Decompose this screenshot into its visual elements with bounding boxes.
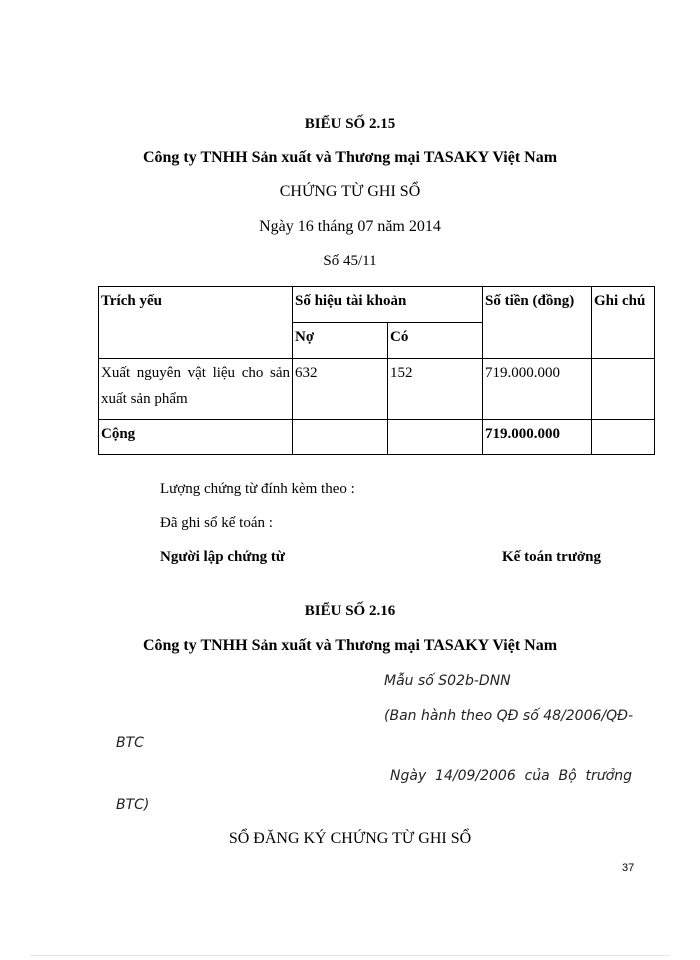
header-credit: Có xyxy=(388,323,483,359)
total-amount: 719.000.000 xyxy=(483,420,592,455)
total-label: Cộng xyxy=(99,420,293,455)
signature-chief-accountant: Kế toán trưởng xyxy=(502,549,601,565)
issued-by-line-3: Ngày 14/09/2006 của Bộ trưởng xyxy=(390,768,632,784)
total-credit-empty xyxy=(388,420,483,455)
document-name: CHỨNG TỪ GHI SỔ xyxy=(279,183,421,200)
page-number: 37 xyxy=(622,862,635,874)
total-debit-empty xyxy=(293,420,388,455)
document-date: Ngày 16 tháng 07 năm 2014 xyxy=(259,218,441,235)
page-bottom-divider xyxy=(30,955,670,956)
company-name: Công ty TNHH Sản xuất và Thương mại TASAKY Việt Nam xyxy=(142,149,558,166)
document-number: Số 45/11 xyxy=(323,253,377,269)
row-note xyxy=(592,359,655,420)
form-title-2-15: BIỂU SỐ 2.15 xyxy=(304,116,396,132)
issued-by-line-4: BTC) xyxy=(116,797,150,813)
issued-by-line-1: (Ban hành theo QĐ số 48/2006/QĐ- xyxy=(384,708,634,724)
header-account: Số hiệu tài khoản xyxy=(293,287,483,323)
row-debit: 632 xyxy=(293,359,388,420)
row-amount: 719.000.000 xyxy=(483,359,592,420)
recorded-in-ledger: Đã ghi sổ kế toán : xyxy=(160,515,273,531)
voucher-table xyxy=(98,286,655,455)
header-amount: Số tiền (đồng) xyxy=(483,287,592,359)
issued-by-line-2: BTC xyxy=(116,735,144,751)
table-row xyxy=(99,359,655,420)
header-note: Ghi chú xyxy=(592,287,655,359)
header-summary: Trích yếu xyxy=(99,287,293,359)
total-note-empty xyxy=(592,420,655,455)
register-title: SỔ ĐĂNG KÝ CHỨNG TỪ GHI SỔ xyxy=(228,830,472,847)
form-title-2-16: BIỂU SỐ 2.16 xyxy=(304,603,396,619)
form-number: Mẫu số S02b-DNN xyxy=(384,673,511,689)
header-debit: Nợ xyxy=(293,323,388,359)
total-row xyxy=(99,420,655,455)
row-credit: 152 xyxy=(388,359,483,420)
attached-documents: Lượng chứng từ đính kèm theo : xyxy=(160,481,355,497)
row-summary: Xuất nguyên vật liệu cho sản xuất sản phẩm xyxy=(99,359,293,420)
signature-preparer: Người lập chứng từ xyxy=(160,549,285,565)
company-name-2: Công ty TNHH Sản xuất và Thương mại TASAKY Việt Nam xyxy=(142,637,558,654)
